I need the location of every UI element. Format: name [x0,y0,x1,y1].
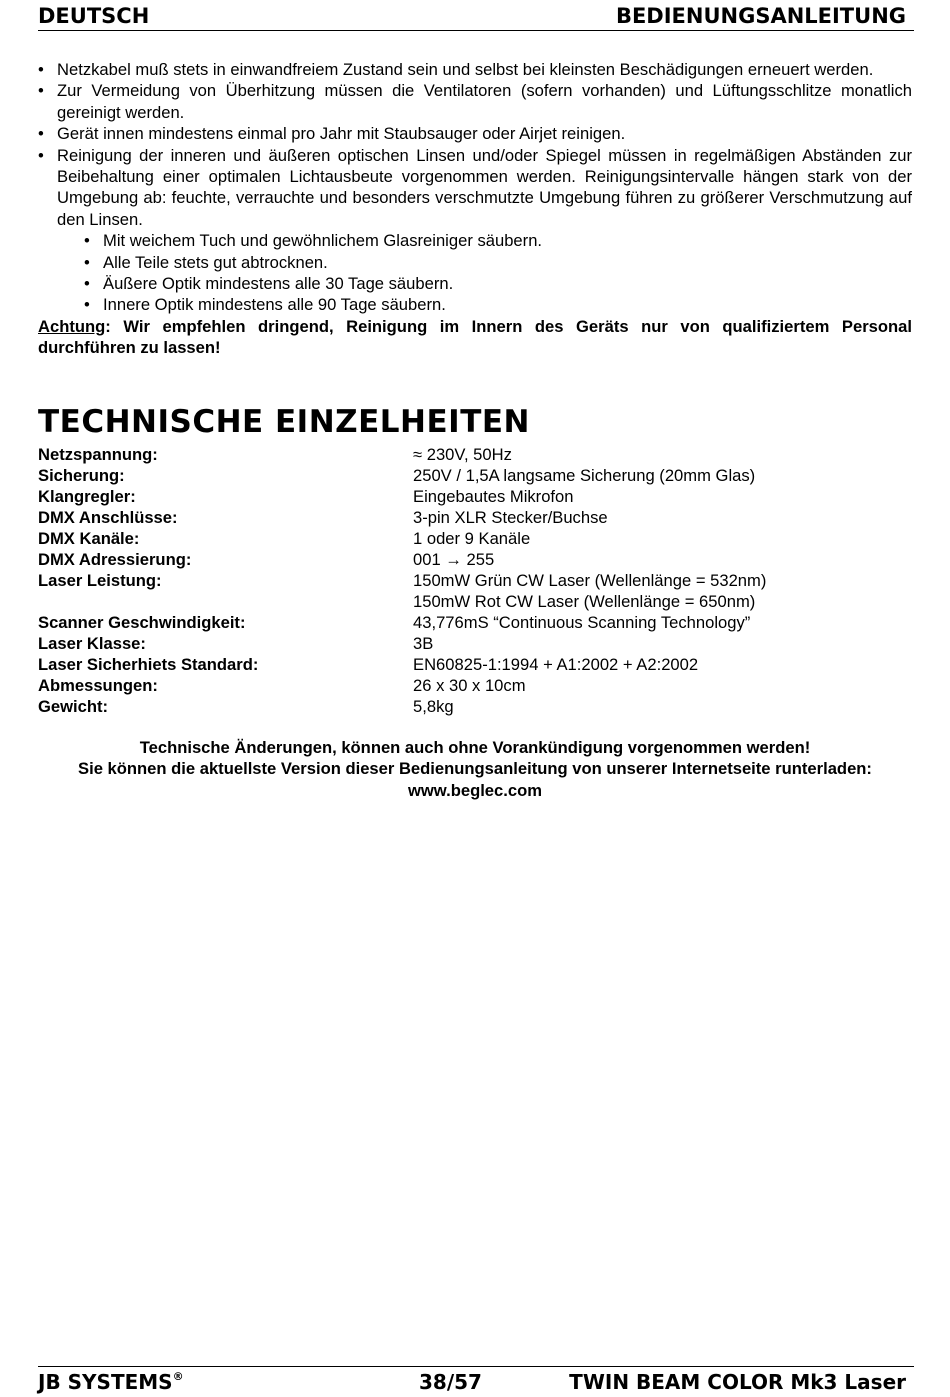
spec-label: DMX Adressierung: [38,550,192,569]
spec-row [38,675,912,696]
spec-values [413,654,912,675]
spec-row [38,507,912,528]
list-item: • Reinigung der inneren und äußeren optischen Linsen und/oder Spiegel müssen in regelmäßigen Abständen zur Beibehaltung einer optimalen Lichtausbeute vorgenommen werden. Reinigungsintervalle hängen stark von der Umgebung ab: feuchte, verrauchte und besonders verschmutzte Umgebung führen zu größerer Verschmutzung auf den Linsen. [38,145,912,231]
product-name: TWIN BEAM COLOR Mk3 Laser [569,1370,906,1394]
spec-row [38,465,912,486]
list-item: • Netzkabel muß stets in einwandfreiem Zustand sein und selbst bei kleinsten Beschädigungen erneuert werden. [38,59,912,80]
spec-values [413,570,912,612]
brand-name: JB SYSTEMS [38,1370,173,1394]
footer-brand [38,1370,184,1394]
spec-values [413,612,912,633]
spec-value: 43,776mS “Continuous Scanning Technology” [413,613,751,632]
spec-values [413,528,912,549]
list-item: • Zur Vermeidung von Überhitzung müssen die Ventilatoren (sofern vorhanden) und Lüftungsschlitze monatlich gereinigt werden. [38,80,912,123]
spec-row [38,696,912,717]
spec-value: 5,8kg [413,697,454,716]
spec-values [413,465,912,486]
spec-value: 3B [413,634,434,653]
spec-row [38,444,912,465]
spec-value: 150mW Rot CW Laser (Wellenlänge = 650nm) [413,592,756,611]
spec-label: Netzspannung: [38,445,158,464]
spec-label: DMX Kanäle: [38,529,140,548]
spec-value: 26 x 30 x 10cm [413,676,526,695]
spec-value: EN60825-1:1994 + A1:2002 + A2:2002 [413,655,699,674]
header-language: DEUTSCH [38,4,150,28]
sub-list-item: • Alle Teile stets gut abtrocknen. [84,252,912,273]
spec-label: DMX Anschlüsse: [38,508,178,527]
page-header [38,2,914,31]
spec-row [38,570,912,612]
spec-table [38,444,912,717]
notice-line: Technische Änderungen, können auch ohne Vorankündigung vorgenommen werden! [139,738,811,757]
sub-list-item: • Mit weichem Tuch und gewöhnlichem Glasreiniger säubern. [84,230,912,251]
header-doc-type: BEDIENUNGSANLEITUNG [615,4,906,28]
notice-block [0,737,950,801]
spec-label: Laser Leistung: [38,571,162,590]
spec-value: Eingebautes Mikrofon [413,487,574,506]
spec-row [38,633,912,654]
spec-value: 1 oder 9 Kanäle [413,529,531,548]
spec-label: Abmessungen: [38,676,158,695]
spec-value: 150mW Grün CW Laser (Wellenlänge = 532nm) [413,571,767,590]
spec-row [38,486,912,507]
notice-line: Sie können die aktuellste Version dieser Bedienungsanleitung von unserer Internetseite runterladen: [78,759,872,779]
section-title: TECHNISCHE EINZELHEITEN [38,404,530,440]
spec-values [413,507,912,528]
website-url: www.beglec.com [407,780,542,800]
warning-text: : Wir empfehlen dringend, Reinigung im Innern des Geräts nur von qualifiziertem Personal durchführen zu lassen! [38,316,912,358]
spec-values [413,696,912,717]
spec-value: ≈ 230V, 50Hz [413,445,512,464]
warning-label: Achtung [38,316,106,336]
warning-note [38,316,912,359]
page-number: 38/57 [419,1370,482,1394]
spec-row [38,654,912,675]
sub-list-item: • Innere Optik mindestens alle 90 Tage säubern. [84,294,912,315]
spec-values [413,444,912,465]
spec-value: 3-pin XLR Stecker/Buchse [413,508,608,527]
spec-value: 250V / 1,5A langsame Sicherung (20mm Glas) [413,466,756,485]
spec-label: Klangregler: [38,487,136,506]
spec-values [413,486,912,507]
registered-mark: ® [172,1370,184,1383]
list-item: • Gerät innen mindestens einmal pro Jahr mit Staubsauger oder Airjet reinigen. [38,123,912,144]
spec-row [38,612,912,633]
spec-label: Scanner Geschwindigkeit: [38,613,246,632]
cleaning-sublist [38,230,912,316]
maintenance-section [38,59,912,359]
spec-label: Sicherung: [38,466,125,485]
spec-label: Gewicht: [38,697,109,716]
spec-label: Laser Klasse: [38,634,146,653]
spec-values [413,633,912,654]
page-footer [38,1366,914,1395]
spec-row [38,549,912,570]
spec-row [38,528,912,549]
sub-list-item: • Äußere Optik mindestens alle 30 Tage säubern. [84,273,912,294]
spec-label: Laser Sicherhiets Standard: [38,655,259,674]
spec-values [413,675,912,696]
spec-values [413,549,912,570]
maintenance-list [38,59,912,230]
spec-value: 001 → 255 [413,550,495,569]
